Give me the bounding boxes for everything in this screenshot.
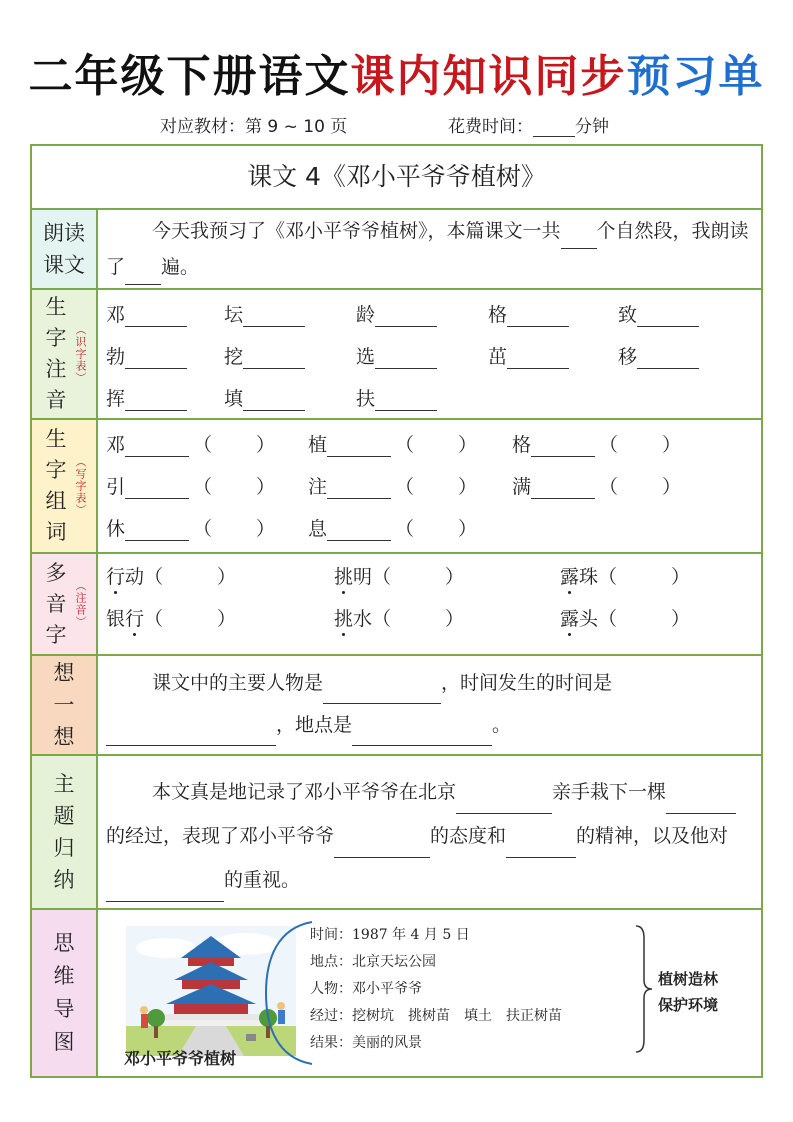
label-think-char: 一 [53,693,75,717]
paren-open: （ [599,434,619,456]
word-char: 植 [308,434,328,456]
pinyin-char: 勃 [106,346,126,368]
word-item [512,430,681,457]
pinyin-blank[interactable] [243,302,305,327]
time-blank[interactable] [533,118,575,137]
label-theme-chars [54,768,75,896]
label-think-chars [54,657,75,753]
row-theme [32,756,761,910]
polyphone-char: 露 [560,608,580,630]
polyphone-char: 动 [125,566,145,588]
pinyin-blank[interactable] [375,386,437,411]
label-words-char: 词 [45,520,67,544]
word-item [308,430,477,457]
row-words [32,420,761,554]
paren-open: （ [193,518,213,540]
label-polyphone-chars [46,558,67,651]
theme-text-d: 的态度和 [430,825,507,847]
label-reading [32,210,98,288]
mindmap-line: 经过：挖树坑 挑树苗 填土 扶正树苗 [310,1008,562,1024]
reading-text [106,213,751,285]
theme-text [106,770,751,902]
paren-close: ） [217,566,237,588]
label-theme-char: 题 [53,804,75,828]
paren-close: ） [256,434,276,456]
label-theme-char: 归 [53,836,75,860]
mindmap-line: 地点：北京天坛公园 [310,954,436,970]
pinyin-item [488,300,569,327]
polyphone-char: 行 [106,566,126,588]
pinyin-char: 邓 [106,304,126,326]
label-mindmap-char: 导 [53,997,75,1021]
word-item [308,472,477,499]
paren-close: ） [217,608,237,630]
polyphone-grid [98,554,761,654]
polyphone-char: 挑 [334,566,354,588]
lesson-title: 课文 4《邓小平爷爷植树》 [32,146,761,210]
label-words-char: 字 [45,458,67,482]
event-time-blank[interactable] [106,721,276,746]
pinyin-item [106,384,187,411]
row-reading [32,210,761,290]
word-item [512,472,681,499]
word-blank[interactable] [531,432,595,457]
label-polyphone-sub: （注音） [74,580,87,628]
label-pinyin [32,290,98,418]
pinyin-char: 龄 [356,304,376,326]
pinyin-blank[interactable] [125,386,187,411]
paren-open: （ [144,608,164,630]
mindmap-line: 时间：1987 年 4 月 5 日 [310,927,470,943]
label-reading-line1: 朗读 [43,221,85,245]
label-mindmap-char: 思 [53,931,75,955]
word-item [106,430,275,457]
pinyin-item [356,342,437,369]
paren-open: （ [395,518,415,540]
label-polyphone [32,554,98,654]
word-char: 休 [106,518,126,540]
paren-close: ） [458,476,478,498]
mindmap-details [310,922,562,1057]
think-text-b: ，时间发生的时间是 [441,672,613,694]
label-polyphone-char: 字 [45,622,67,647]
page-title [0,40,793,104]
label-mindmap [32,910,98,1076]
summary-brace [632,924,654,1054]
pinyin-blank[interactable] [637,344,699,369]
summary-line1: 植树造林 [658,970,719,988]
paren-close: ） [458,434,478,456]
label-think [32,656,98,754]
reading-text-c: 遍。 [161,256,200,278]
paren-open: （ [372,608,392,630]
reading-text-b: 个自然段，我朗读了 [106,220,749,278]
pinyin-item [618,300,699,327]
theme-text-b: 亲手栽下一棵 [552,781,667,803]
pinyin-blank[interactable] [125,302,187,327]
polyphone-char: 挑 [334,608,354,630]
word-char: 注 [308,476,328,498]
pinyin-grid [98,290,761,418]
location-blank[interactable] [352,721,492,746]
pinyin-item [224,384,305,411]
label-pinyin-char: 字 [45,326,67,350]
time-spent [448,112,609,137]
word-blank[interactable] [125,474,189,499]
word-char: 格 [512,434,532,456]
word-item [106,514,275,541]
label-mindmap-char: 维 [53,964,75,988]
theme-text-e: 的精神，以及他对 [576,825,729,847]
think-content [98,656,761,754]
pinyin-char: 坛 [224,304,244,326]
word-char: 息 [308,518,328,540]
label-pinyin-char: 注 [45,357,67,381]
mindmap-line: 结果：美丽的风景 [310,1035,422,1051]
paragraph-count-blank[interactable] [561,224,597,249]
polyphone-char: 银 [106,608,126,630]
polyphone-char: 珠 [579,566,599,588]
pinyin-char: 选 [356,346,376,368]
pinyin-item [106,300,187,327]
label-pinyin-char: 音 [45,388,67,412]
label-words-chars [46,424,67,548]
think-text [106,662,751,746]
mindmap-summary [658,966,718,1018]
paren-close: ） [662,434,682,456]
label-theme-char: 纳 [53,868,75,892]
row-pinyin [32,290,761,420]
textbook-pages: 对应教材：第 9 ~ 10 页 [160,117,348,137]
title-part-grade: 二年级下册语文 [28,51,351,102]
think-text-c: ，地点是 [276,714,353,736]
paren-close: ） [445,608,465,630]
label-mindmap-chars [54,927,75,1059]
time-spent-label: 花费时间： [448,117,533,137]
label-theme [32,756,98,908]
spirit-blank[interactable] [506,833,576,858]
words-grid [98,420,761,552]
label-pinyin-sub: （识字表） [74,324,87,384]
label-polyphone-char: 多 [45,560,67,585]
reading-content [98,210,761,288]
pinyin-blank[interactable] [375,344,437,369]
paren-close: ） [256,476,276,498]
paren-open: （ [599,476,619,498]
polyphone-char: 明 [353,566,373,588]
word-item [106,472,275,499]
pinyin-blank[interactable] [637,302,699,327]
pinyin-item [488,342,569,369]
worksheet-table [30,144,763,1078]
word-item [308,514,477,541]
label-words-char: 生 [45,427,67,451]
pinyin-char: 扶 [356,388,376,410]
pinyin-blank[interactable] [125,344,187,369]
paren-close: ） [445,566,465,588]
polyphone-item [334,562,464,589]
label-words-sub: （写字表） [74,456,87,516]
word-char: 引 [106,476,126,498]
row-think [32,656,761,756]
pinyin-item [618,342,699,369]
paren-close: ） [671,566,691,588]
label-think-char: 想 [53,725,75,749]
label-pinyin-char: 生 [45,295,67,319]
polyphone-char: 头 [579,608,599,630]
theme-text-c: 的经过，表现了邓小平爷爷 [106,825,335,847]
think-text-d: 。 [492,714,512,736]
polyphone-item [560,604,690,631]
label-polyphone-char: 音 [45,591,67,616]
pinyin-item [224,342,305,369]
paren-open: （ [144,566,164,588]
paren-close: ） [256,518,276,540]
row-polyphone [32,554,761,656]
tree-type-blank[interactable] [666,789,736,814]
paren-open: （ [372,566,392,588]
paren-open: （ [598,608,618,630]
word-blank[interactable] [327,474,391,499]
label-pinyin-chars [46,292,67,416]
theme-text-f: 的重视。 [224,869,301,891]
word-blank[interactable] [531,474,595,499]
pinyin-char: 移 [618,346,638,368]
mindmap-connector [258,918,318,1068]
pinyin-char: 填 [224,388,244,410]
paren-close: ） [671,608,691,630]
attitude-blank[interactable] [334,833,430,858]
title-part-sync: 课内知识同步 [350,51,627,102]
label-think-char: 想 [53,661,75,685]
word-blank[interactable] [125,516,189,541]
word-blank[interactable] [125,432,189,457]
polyphone-char: 行 [125,608,145,630]
pinyin-blank[interactable] [243,344,305,369]
reading-text-a: 今天我预习了《邓小平爷爷植树》，本篇课文一共 [152,220,561,242]
importance-blank[interactable] [106,877,224,902]
pinyin-item [224,300,305,327]
paren-close: ） [458,518,478,540]
read-times-blank[interactable] [125,260,161,285]
row-mindmap [32,910,761,1076]
paren-close: ） [662,476,682,498]
think-text-a: 课文中的主要人物是 [152,672,324,694]
planting-place-blank[interactable] [456,789,552,814]
pinyin-item [106,342,187,369]
pinyin-char: 茁 [488,346,508,368]
pinyin-char: 致 [618,304,638,326]
pinyin-char: 格 [488,304,508,326]
paren-open: （ [395,434,415,456]
polyphone-char: 露 [560,566,580,588]
pinyin-item [356,300,437,327]
pinyin-char: 挖 [224,346,244,368]
label-reading-line2: 课文 [43,253,85,277]
polyphone-item [334,604,464,631]
pinyin-blank[interactable] [507,302,569,327]
pinyin-blank[interactable] [243,386,305,411]
word-blank[interactable] [327,432,391,457]
mindmap-line: 人物：邓小平爷爷 [310,981,422,997]
polyphone-char: 水 [353,608,373,630]
word-char: 邓 [106,434,126,456]
summary-line2: 保护环境 [658,996,719,1014]
word-char: 满 [512,476,532,498]
polyphone-item [106,604,236,631]
mindmap-content [98,910,761,1076]
paren-open: （ [598,566,618,588]
paren-open: （ [193,434,213,456]
paren-open: （ [395,476,415,498]
main-character-blank[interactable] [323,679,441,704]
paren-open: （ [193,476,213,498]
pinyin-item [356,384,437,411]
label-mindmap-char: 图 [53,1030,75,1054]
pinyin-char: 挥 [106,388,126,410]
mindmap-caption: 邓小平爷爷植树 [124,1049,237,1068]
pinyin-blank[interactable] [507,344,569,369]
label-words-char: 组 [45,489,67,513]
title-part-preview: 预习单 [626,51,765,102]
theme-text-a: 本文真是地记录了邓小平爷爷在北京 [152,781,457,803]
pinyin-blank[interactable] [375,302,437,327]
word-blank[interactable] [327,516,391,541]
label-theme-char: 主 [53,772,75,796]
polyphone-item [560,562,690,589]
time-unit: 分钟 [575,117,609,137]
polyphone-item [106,562,236,589]
label-words [32,420,98,552]
theme-content [98,756,761,908]
meta-row [0,112,793,136]
